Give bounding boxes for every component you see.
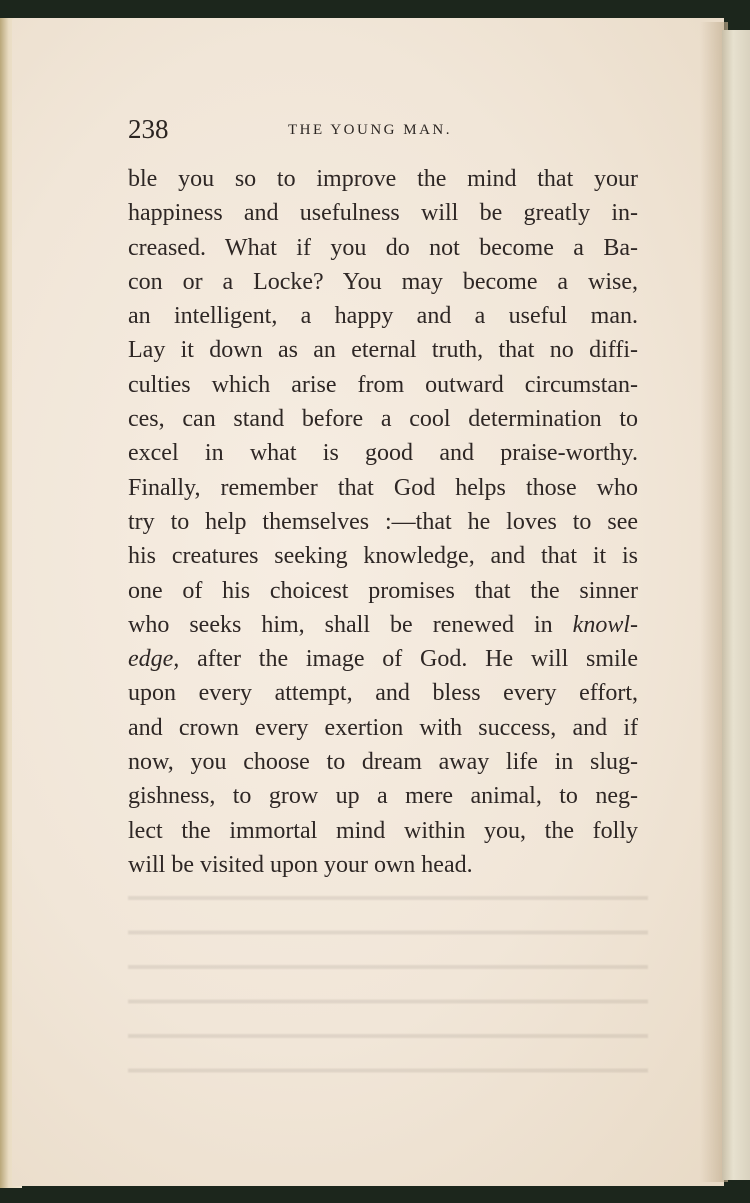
italic-word: knowl- xyxy=(572,611,638,638)
text-line: Lay it down as an eternal truth, that no diffi- xyxy=(128,337,638,364)
text-line-with-italic xyxy=(128,608,638,642)
text-line: his creatures seeking knowledge, and that it is xyxy=(128,543,638,570)
text-line: upon every attempt, and bless every effort, xyxy=(128,680,638,707)
text-line: one of his choicest promises that the sinner xyxy=(128,577,638,604)
text-line: gishness, to grow up a mere animal, to neg- xyxy=(128,783,638,810)
show-through-text xyxy=(128,878,648,1078)
text-line: creased. What if you do not become a Ba- xyxy=(128,234,638,261)
text-line: con or a Locke? You may become a wise, xyxy=(128,268,638,295)
text-line: an intelligent, a happy and a useful man. xyxy=(128,303,638,330)
italic-continuation: edge, xyxy=(128,646,180,673)
adjacent-page-edge xyxy=(722,30,750,1180)
page-header xyxy=(128,112,638,146)
page-number: 238 xyxy=(128,114,169,144)
body-text xyxy=(128,162,638,882)
text-line: try to help themselves :—that he loves to see xyxy=(128,508,638,535)
text-line-start: who seeks him, shall be renewed in xyxy=(128,611,553,638)
text-line: and crown every exertion with success, and if xyxy=(128,714,638,741)
text-line: now, you choose to dream away life in slug- xyxy=(128,749,638,776)
text-line: ble you so to improve the mind that your xyxy=(128,166,638,192)
text-line: will be visited upon your own head. xyxy=(128,851,473,878)
text-line: culties which arise from outward circumstan- xyxy=(128,371,638,398)
text-line: happiness and usefulness will be greatly in- xyxy=(128,200,638,227)
text-line: excel in what is good and praise-worthy. xyxy=(128,440,638,467)
running-title: THE YOUNG MAN. xyxy=(288,122,453,138)
text-line: ces, can stand before a cool determination to xyxy=(128,406,638,433)
text-line-rest: after the image of God. He will smile xyxy=(179,646,638,673)
text-line: lect the immortal mind within you, the folly xyxy=(128,817,638,844)
text-line: Finally, remember that God helps those who xyxy=(128,474,638,501)
text-line xyxy=(128,642,638,676)
